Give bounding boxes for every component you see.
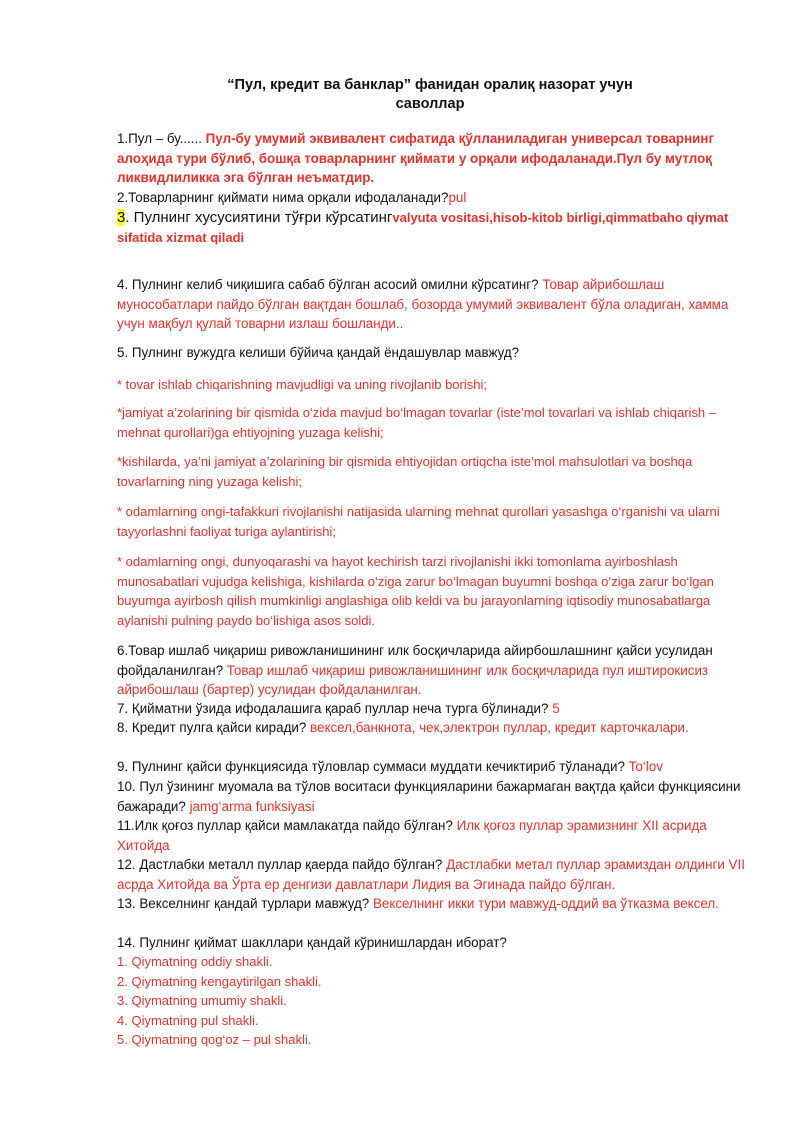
answer-14-item: 3. Qiymatning umumiy shakli. [117, 993, 287, 1008]
answer-5-item: *kishilarda, ya’ni jamiyat a’zolarining bir qismida ehtiyojidan ortiqcha iste’mol mahsulotlari va boshqa tovarlarning ning yuzaga kelishi; [117, 454, 693, 489]
answer-11: Илк қоғоз пуллар эрамизнинг XII асрида Хитойда [117, 818, 707, 853]
question-12-text: 12. Дастлабки металл пуллар қаерда пайдо бўлган? [117, 857, 447, 872]
answer-6: Товар ишлаб чиқариш ривожланишининг илк босқичларида пул иштирокисиз айрибошлаш (бартер) усулидан фойдаланилган. [117, 662, 709, 697]
question-5-text: 5. Пулнинг вужудга келиши бўйича қандай ёндашувлар мавжуд? [117, 345, 520, 360]
question-14 [117, 933, 747, 953]
question-2 [117, 188, 747, 208]
answer-12: Дастлабки метал пуллар эрамиздан олдинги VII асрда Хитойда ва Ўрта ер денгизи давлатлари Лидия ва Эгинада пайдо бўлган. [117, 857, 745, 892]
answer-4: Товар айрибошлаш мунособатлари пайдо бўлган вақтдан бошлаб, бозорда умумий эквивалент бўла оладиган, хамма учун мақбул қулай товарни излаш бошланди.. [117, 277, 729, 331]
answer-14-item: 5. Qiymatning qog‘oz – pul shakli. [117, 1032, 312, 1047]
answer-14-item: 2. Qiymatning kengaytirilgan shakli. [117, 974, 322, 989]
question-14-text: 14. Пулнинг қиймат шакллари қандай кўринишлардан иборат? [117, 935, 507, 950]
question-11-text: 11.Илк қоғоз пуллар қайси мамлакатда пайдо бўлган? [117, 818, 457, 833]
question-11 [117, 816, 747, 855]
question-7 [117, 699, 747, 719]
question-7-text: 7. Қийматни ўзида ифодалашига қараб пуллар неча турга бўлинади? [117, 701, 553, 716]
question-10 [117, 777, 747, 816]
question-8 [117, 718, 747, 738]
answer-10: jamg‘arma funksiyasi [189, 798, 315, 814]
question-6-text: 6.Товар ишлаб чиқариш ривожланишининг илк босқичларида айирбошлашнинг қайси усулидан фойдаланилган? [117, 643, 713, 678]
answer-7: 5 [552, 701, 560, 716]
question-6 [117, 641, 747, 700]
question-13-text: 13. Векселнинг қандай турлари мавжуд? [117, 896, 373, 911]
title-line-1: “Пул, кредит ва банклар” фанидан оралиқ назорат учун [227, 77, 633, 93]
question-12 [117, 855, 747, 894]
question-10-text: 10. Пул ўзининг муомала ва тўлов воситаси функцияларини бажармаган вақтда қайси функциясини бажаради? [117, 779, 741, 814]
question-4-text: 4. Пулнинг келиб чиқишига сабаб бўлган асосий омилни кўрсатинг? [117, 277, 543, 292]
question-9 [117, 757, 747, 777]
answer-8: вексел,банкнота, чек,электрон пуллар, кредит карточкалари. [310, 720, 689, 735]
answer-5-item: * tovar ishlab chiqarishning mavjudligi va uning rivojlanib borishi; [117, 377, 487, 392]
answer-2: pul [448, 190, 467, 205]
question-3-number: 3 [117, 209, 126, 226]
document-title [190, 76, 670, 114]
question-4 [117, 275, 747, 334]
question-13 [117, 894, 747, 914]
question-9-text: 9. Пулнинг қайси функциясида тўловлар суммаси муддати кечиктириб тўланади? [117, 759, 629, 774]
question-3-text: . Пулнинг хусусиятини тўғри кўрсатинг [125, 209, 393, 226]
question-8-text: 8. Кредит пулга қайси киради? [117, 720, 311, 735]
answer-1: Пул-бу умумий эквивалент сифатида қўлланиладиган универсал товарнинг алоҳида тури бўлиб, бошқа товарларнинг қиймати у орқали ифодаланади.Пул бу мутлоқ ликвидлиликка эга бўлган неъматдир. [117, 131, 715, 185]
question-2-text: 2.Товарларнинг қиймати нима орқали ифодаланади? [117, 190, 449, 205]
answer-14-item: 1. Qiymatning oddiy shakli. [117, 954, 273, 969]
answer-13: Векселнинг икки тури мавжуд-оддий ва ўтказма вексел. [372, 896, 719, 911]
title-line-2: саволлар [395, 96, 465, 112]
question-3 [117, 208, 747, 247]
question-1 [117, 129, 747, 188]
answer-14-item: 4. Qiymatning pul shakli. [117, 1013, 259, 1028]
answer-3: valyuta vositasi,hisob-kitob birligi,qimmatbaho qiymat sifatida xizmat qiladi [117, 210, 729, 245]
answer-5-item: *jamiyat a’zolarining bir qismida o‘zida mavjud bo‘lmagan tovarlar (iste’mol tovarlari va ishlab chiqarish – mehnat qurollari)ga ehtiyojning yuzaga kelishi; [117, 405, 716, 440]
answer-5-item: * odamlarning ongi, dunyoqarashi va hayot kechirish tarzi rivojlanishi ikki tomonlama ayirboshlash munosabatlari vujudga kelishiga, kishilarda o‘ziga zarur bo‘lmagan buyumni boshqa o‘ziga zarur bo‘lgan buyumga ayirbosh qilish mumkinligi anglashiga olib keldi va bu jarayonlarning iqtisodiy munosabatlarga aylanishi pulning paydo bo‘lishiga asos soldi. [117, 554, 714, 628]
answer-5-item: * odamlarning ongi-tafakkuri rivojlanishi natijasida ularning mehnat qurollari yasashga o‘rganishi va ularni tayyorlashni faoliyat turiga aylantirishi; [117, 504, 720, 539]
question-5 [117, 343, 747, 363]
question-1-text: 1.Пул – бу...... [117, 131, 206, 146]
answer-9: To‘lov [628, 759, 663, 774]
